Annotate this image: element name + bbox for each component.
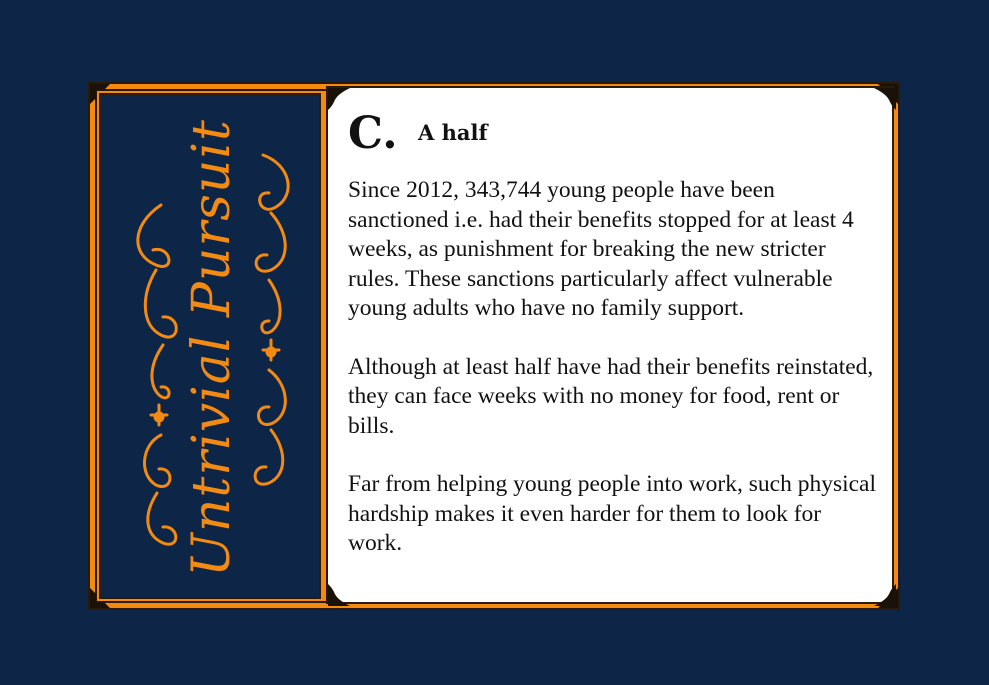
trivia-card [88,82,900,610]
paragraph: Although at least half have had their benefits reinstated, they can face weeks with no money for food, rent or bills. [348,353,874,439]
answer-panel [326,86,894,604]
title-side-panel [99,93,321,599]
paragraph: Far from helping young people into work, such physical hardship makes it even harder for them to look for work. [348,471,877,556]
paragraph: Since 2012, 343,744 young people have been sanctioned i.e. had their benefits stopped for at least 4 weeks, as punishment for breaking the new stricter rules. These sanctions particularly affect vulnerable young adults who have no family support. [348,177,854,321]
answer-explanation [348,176,880,559]
card-title: Untrivial Pursuit [182,119,242,577]
answer-letter: C. [348,108,398,159]
answer-label: A half [418,120,488,145]
